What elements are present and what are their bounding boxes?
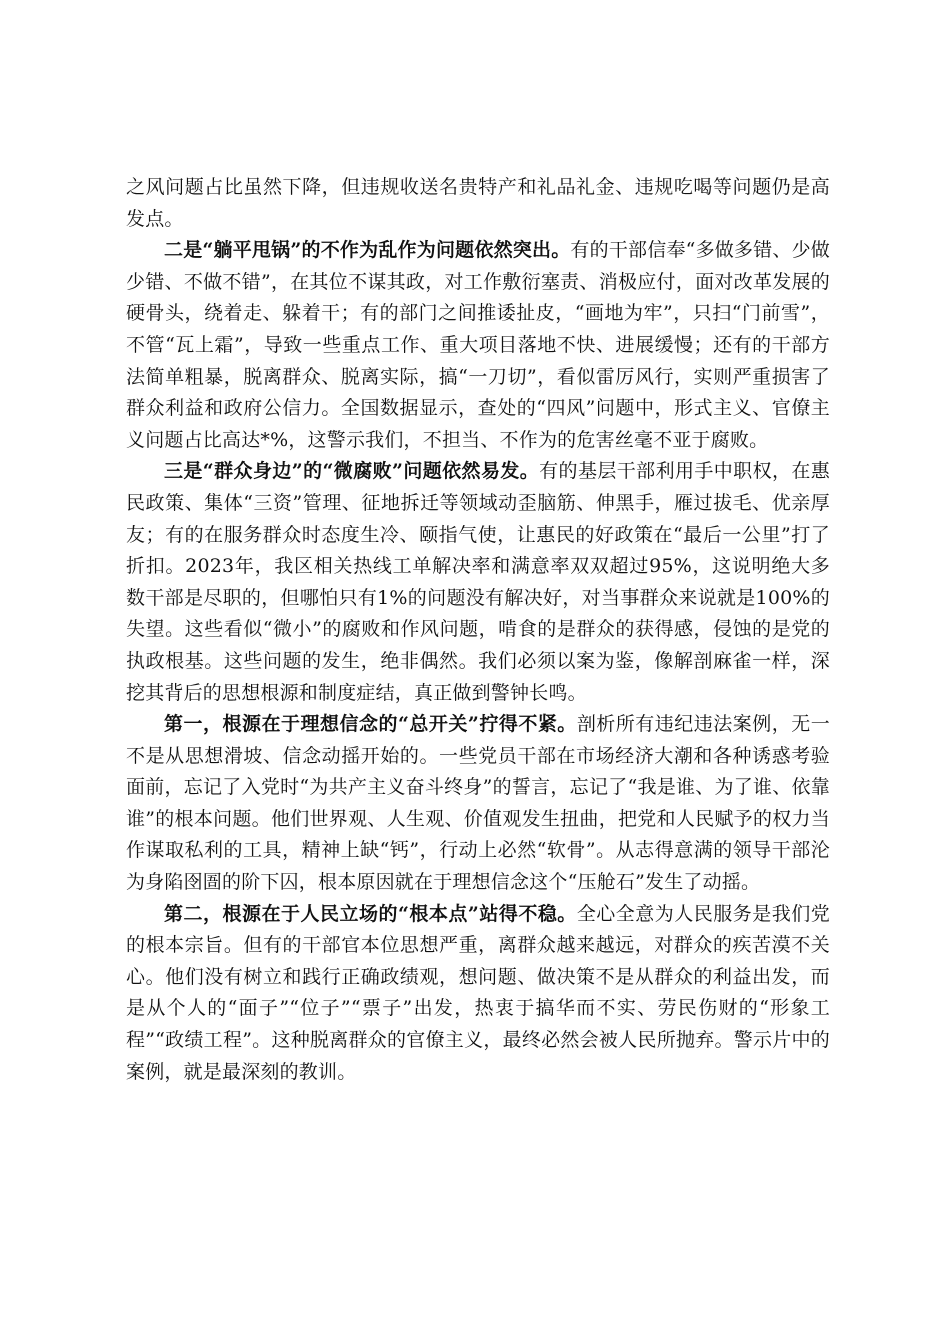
paragraph-lead: 二是“躺平甩锅”的不作为乱作为问题依然突出。 — [164, 239, 571, 262]
document-body — [126, 172, 830, 1088]
paragraph-micro-corruption — [126, 456, 830, 709]
paragraph-inaction-problem — [126, 235, 830, 456]
paragraph-text: 有的基层干部利用手中职权，在惠民政策、集体“三资”管理、征地拆迁等领域动歪脑筋、伸黑手，雁过拔毛、优亲厚友；有的在服务群众时态度生冷、颐指气使，让惠民的好政策在“最后一公里”打了折扣。2023年，我区相关热线工单解决率和满意率双双超过95%，这说明绝大多数干部是尽职的，但哪怕只有1%的问题没有解决好，对当事群众来说就是100%的失望。这些看似“微小”的腐败和作风问题，啃食的是群众的获得感，侵蚀的是党的执政根基。这些问题的发生，绝非偶然。我们必须以案为鉴，像解剖麻雀一样，深挖其背后的思想根源和制度症结，真正做到警钟长鸣。 — [126, 460, 830, 704]
paragraph-lead: 第一，根源在于理想信念的“总开关”拧得不紧。 — [164, 713, 577, 736]
paragraph-text: 有的干部信奉“多做多错、少做少错、不做不错”，在其位不谋其政，对工作敷衍塞责、消极应付，面对改革发展的硬骨头，绕着走、躲着干；有的部门之间推诿扯皮，“画地为牢”，只扫“门前雪”，不管“瓦上霜”，导致一些重点工作、重大项目落地不快、进展缓慢；还有的干部方法简单粗暴，脱离群众、脱离实际，搞“一刀切”，看似雷厉风行，实则严重损害了群众利益和政府公信力。全国数据显示，查处的“四风”问题中，形式主义、官僚主义问题占比高达*%，这警示我们，不担当、不作为的危害丝毫不亚于腐败。 — [126, 239, 831, 451]
paragraph-text: 之风问题占比虽然下降，但违规收送名贵特产和礼品礼金、违规吃喝等问题仍是高发点。 — [126, 176, 830, 230]
paragraph-root-cause-ideals — [126, 709, 830, 899]
paragraph-lead: 三是“群众身边”的“微腐败”问题依然易发。 — [164, 460, 540, 483]
paragraph-root-cause-stance — [126, 899, 830, 1089]
paragraph-text: 剖析所有违纪违法案例，无一不是从思想滑坡、信念动摇开始的。一些党员干部在市场经济大潮和各种诱惑考验面前，忘记了入党时“为共产主义奋斗终身”的誓言，忘记了“我是谁、为了谁、依靠谁”的根本问题。他们世界观、人生观、价值观发生扭曲，把党和人民赋予的权力当作谋取私利的工具，精神上缺“钙”，行动上必然“软骨”。从志得意满的领导干部沦为身陷囹圄的阶下囚，根本原因就在于理想信念这个“压舱石”发生了动摇。 — [126, 713, 830, 894]
paragraph-continuation — [126, 172, 830, 235]
paragraph-text: 全心全意为人民服务是我们党的根本宗旨。但有的干部官本位思想严重，离群众越来越远，对群众的疾苦漠不关心。他们没有树立和践行正确政绩观，想问题、做决策不是从群众的利益出发，而是从个人的“面子”“位子”“票子”出发，热衷于搞华而不实、劳民伤财的“形象工程”“政绩工程”。这种脱离群众的官僚主义，最终必然会被人民所抛弃。警示片中的案例，就是最深刻的教训。 — [126, 902, 830, 1083]
paragraph-lead: 第二，根源在于人民立场的“根本点”站得不稳。 — [164, 902, 577, 925]
